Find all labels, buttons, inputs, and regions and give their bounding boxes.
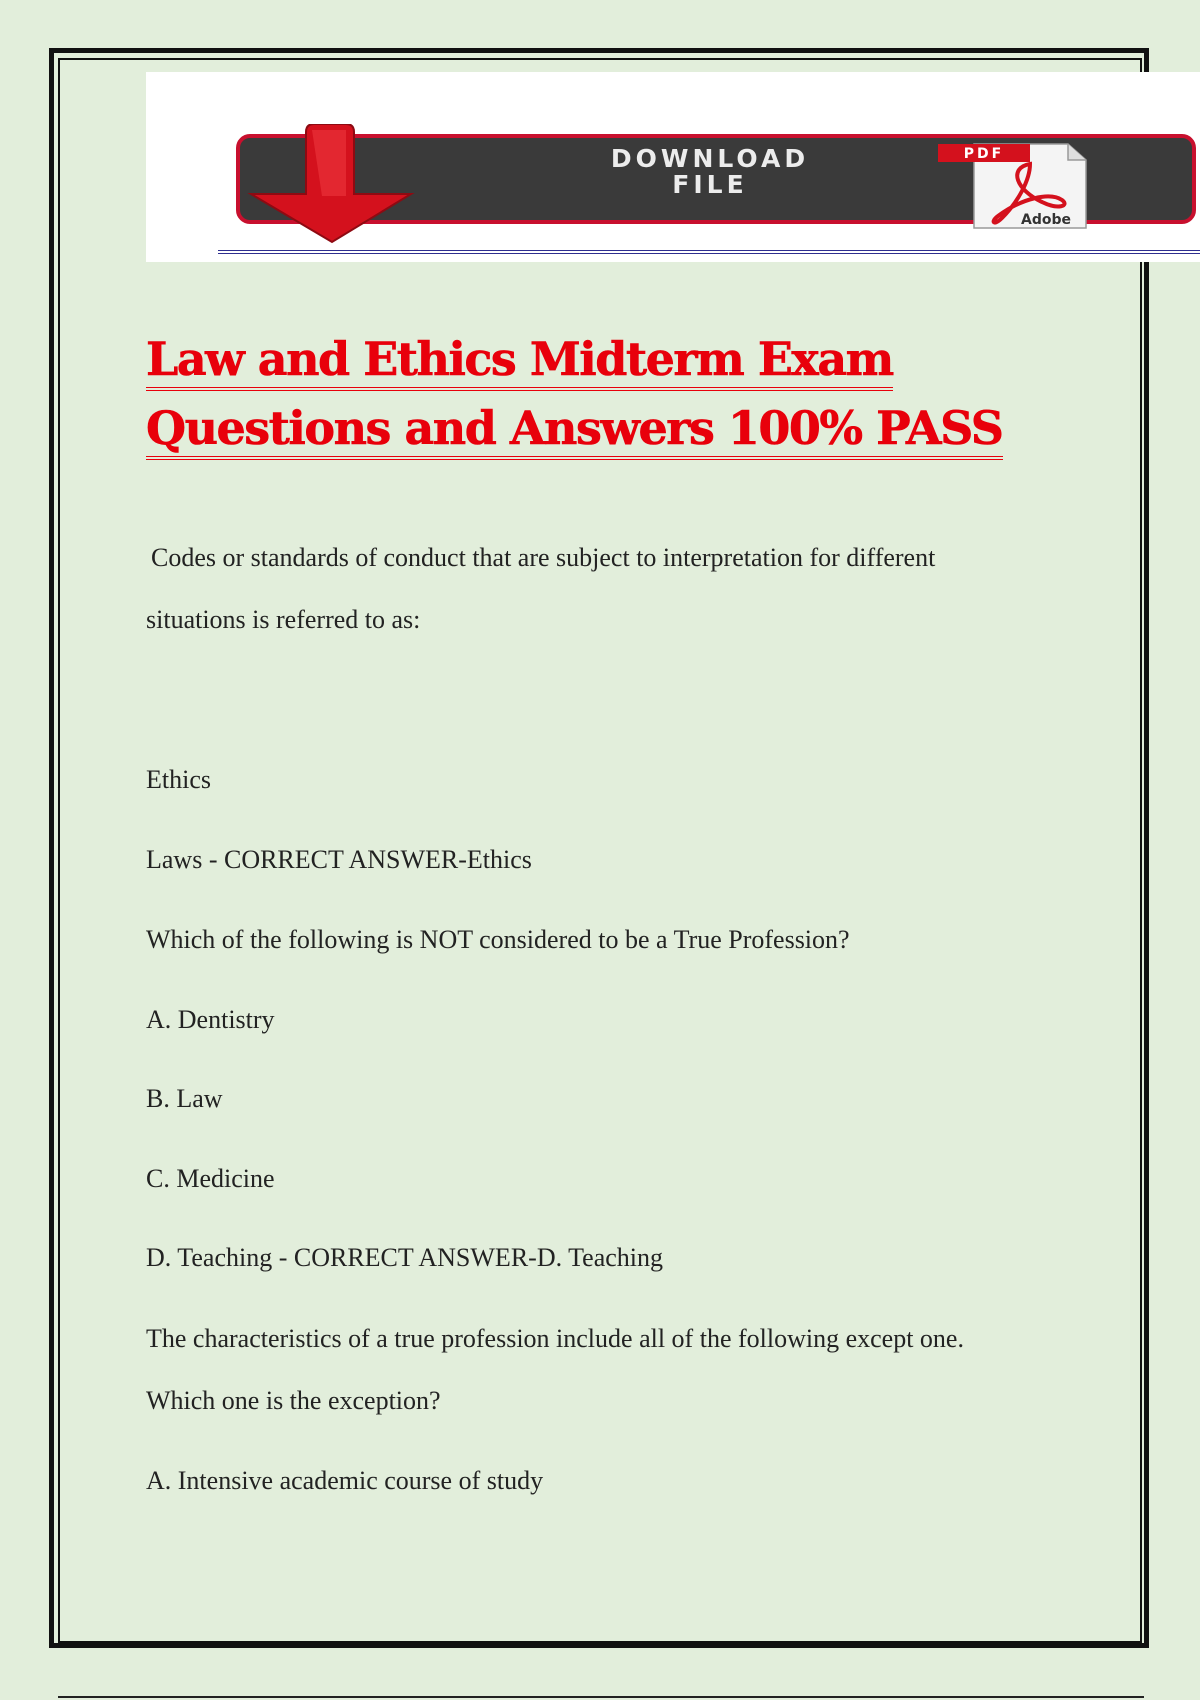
question-2-option-a: A. Dentistry xyxy=(146,1005,275,1034)
question-1-line-1: Codes or standards of conduct that are subject to interpretation for different xyxy=(151,543,936,572)
question-1-line-2: situations is referred to as: xyxy=(146,605,421,634)
download-label-line2: FILE xyxy=(672,170,748,199)
title-line-1: Law and Ethics Midterm Exam xyxy=(146,331,893,391)
banner-divider xyxy=(218,250,1200,254)
question-3-line-2: Which one is the exception? xyxy=(146,1386,441,1415)
question-3-option-a: A. Intensive academic course of study xyxy=(146,1466,544,1495)
question-2-answer: D. Teaching - CORRECT ANSWER-D. Teaching xyxy=(146,1243,664,1272)
pdf-tag-text: PDF xyxy=(963,146,1005,162)
question-1-option-1: Ethics xyxy=(146,765,211,794)
download-label-line1: DOWNLOAD xyxy=(610,144,810,173)
question-2-option-b: B. Law xyxy=(146,1084,223,1113)
pdf-brand-text: Adobe xyxy=(1021,212,1071,228)
download-label xyxy=(490,146,930,198)
download-arrow-icon xyxy=(246,124,446,244)
question-3-line-1: The characteristics of a true profession include all of the following except one. xyxy=(146,1324,964,1353)
footer-rule xyxy=(58,1696,1144,1698)
document-title xyxy=(146,328,1003,466)
pdf-file-icon xyxy=(938,140,1088,230)
title-line-2: Questions and Answers 100% PASS xyxy=(146,400,1003,460)
question-1-answer: Laws - CORRECT ANSWER-Ethics xyxy=(146,845,532,874)
download-banner[interactable] xyxy=(146,72,1200,262)
question-2: Which of the following is NOT considered to be a True Profession? xyxy=(146,925,850,954)
question-2-option-c: C. Medicine xyxy=(146,1164,275,1193)
